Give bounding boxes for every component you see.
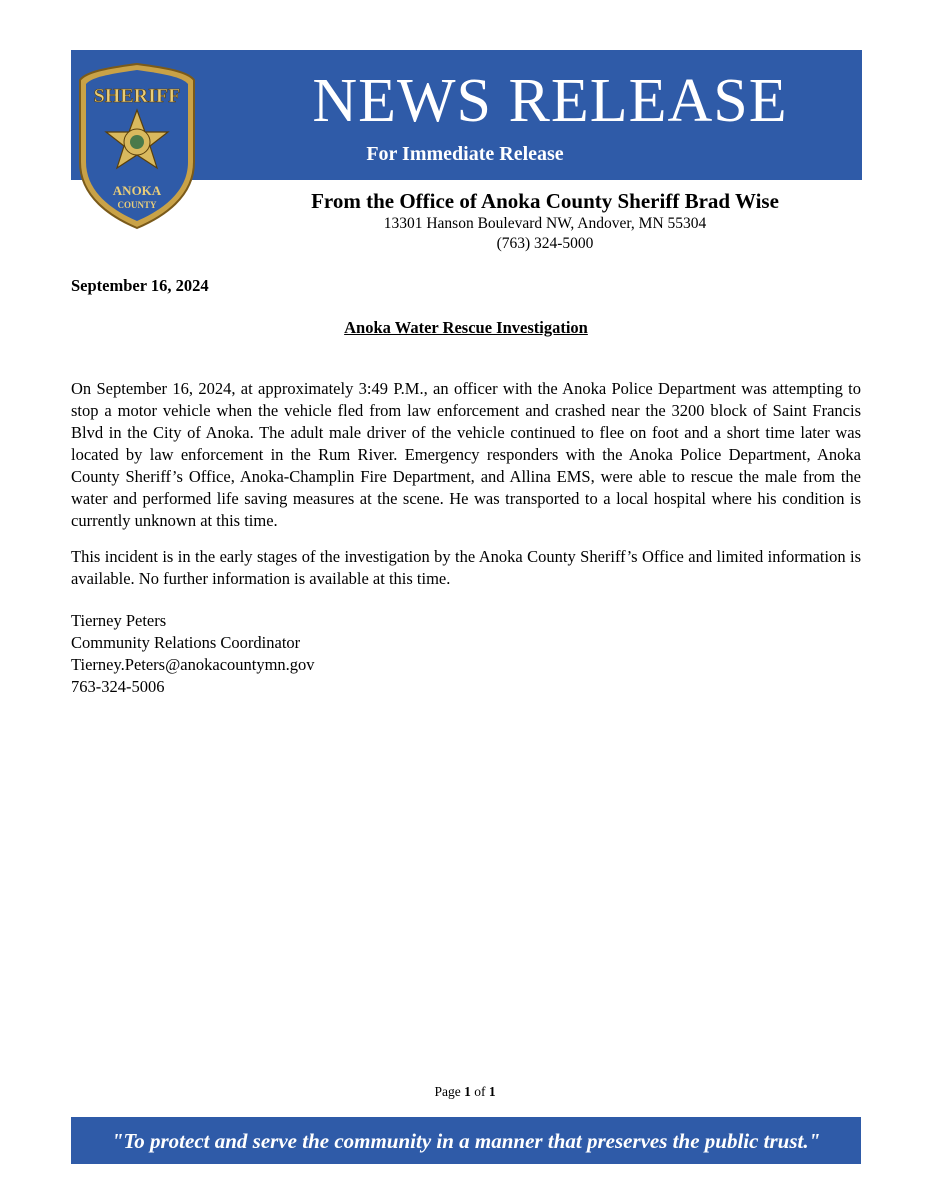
svg-text:SHERIFF: SHERIFF <box>93 85 181 107</box>
page-label: Page <box>434 1084 461 1099</box>
page-of-label: of <box>474 1084 486 1099</box>
body-paragraph: On September 16, 2024, at approximately 3:49 P.M., an officer with the Anoka Police Department was attempting to stop a motor vehicle when the vehicle fled from law enforcement and crashed near the 3200 block of Saint Francis Blvd in the City of Anoka. The adult male driver of the vehicle continued to flee on foot and a short time later was located by law enforcement in the Rum River. Emergency responders with the Anoka Police Department, Anoka County Sheriff’s Office, Anoka-Champlin Fire Department, and Allina EMS, were able to rescue the male from the water and performed life saving measures at the scene. He was transported to a local hospital where his condition is currently unknown at this time. <box>71 379 861 530</box>
page-total: 1 <box>488 1084 496 1099</box>
page-current: 1 <box>464 1084 471 1099</box>
svg-text:COUNTY: COUNTY <box>117 200 157 210</box>
sheriff-badge-logo <box>76 62 198 230</box>
footer-motto: "To protect and serve the community in a manner that preserves the public trust." <box>111 1129 821 1153</box>
body-paragraph: This incident is in the early stages of the investigation by the Anoka County Sheriff’s Office and limited information is available. No further information is available at this time. <box>71 547 861 588</box>
contact-title: Community Relations Coordinator <box>71 633 301 652</box>
contact-name: Tierney Peters <box>71 611 167 630</box>
release-date: September 16, 2024 <box>71 276 209 295</box>
svg-text:ANOKA: ANOKA <box>112 183 162 198</box>
release-headline: Anoka Water Rescue Investigation <box>344 318 588 337</box>
contact-email: Tierney.Peters@anokacountymn.gov <box>71 655 315 674</box>
immediate-release-subtitle: For Immediate Release <box>366 143 564 165</box>
contact-phone: 763-324-5006 <box>71 677 165 696</box>
page-number <box>0 1082 930 1102</box>
office-phone: (763) 324-5000 <box>496 235 594 252</box>
news-release-title: NEWS RELEASE <box>312 67 788 135</box>
office-address: 13301 Hanson Boulevard NW, Andover, MN 55304 <box>383 215 707 232</box>
office-line: From the Office of Anoka County Sheriff Brad Wise <box>311 189 779 213</box>
